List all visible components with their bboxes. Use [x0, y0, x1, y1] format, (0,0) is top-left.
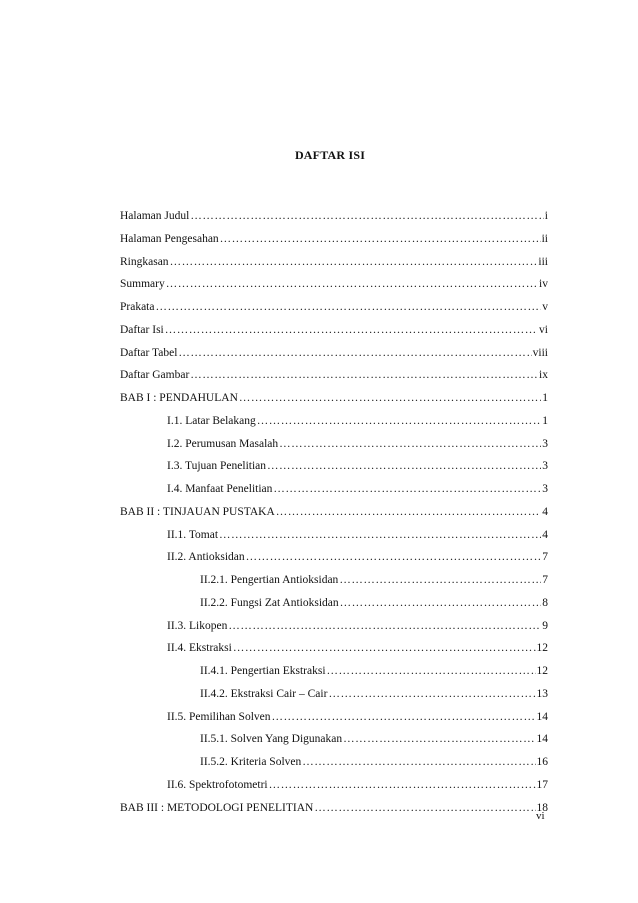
toc-dot-leader — [155, 300, 541, 314]
toc-entry — [120, 368, 548, 391]
toc-entry-label: II.4.2. Ekstraksi Cair – Cair — [200, 687, 328, 700]
toc-entry — [120, 801, 548, 824]
toc-entry-page: 13 — [536, 687, 548, 700]
toc-entry-label: II.4.1. Pengertian Ekstraksi — [200, 665, 326, 677]
table-of-contents — [120, 209, 548, 823]
toc-entry-page: ix — [539, 369, 548, 382]
toc-entry-label: BAB I : PENDAHULAN — [120, 392, 238, 404]
toc-entry — [120, 778, 548, 801]
toc-entry-label: II.6. Spektrofotometri — [167, 778, 268, 791]
toc-entry — [120, 619, 548, 642]
toc-dot-leader — [343, 732, 535, 746]
toc-entry — [120, 573, 548, 596]
toc-dot-leader — [170, 255, 538, 269]
toc-entry-page: 7 — [542, 551, 548, 564]
toc-entry — [120, 482, 548, 505]
toc-entry — [120, 755, 548, 778]
toc-entry-page: 8 — [542, 596, 548, 609]
toc-dot-leader — [314, 801, 535, 815]
toc-entry — [120, 346, 548, 369]
toc-entry-page: 9 — [542, 619, 548, 632]
toc-entry-page: 1 — [542, 414, 548, 427]
toc-entry — [120, 596, 548, 619]
toc-entry — [120, 209, 548, 232]
toc-entry-page: 12 — [536, 665, 548, 677]
toc-entry-page: ii — [541, 232, 548, 245]
toc-entry — [120, 255, 548, 278]
toc-entry-page: 17 — [536, 778, 548, 791]
toc-entry-label: II.1. Tomat — [167, 528, 219, 541]
toc-entry-label: Daftar Tabel — [120, 346, 178, 359]
toc-entry-page: 18 — [536, 801, 548, 814]
toc-dot-leader — [165, 323, 538, 337]
toc-dot-leader — [340, 596, 542, 610]
toc-entry-page: 12 — [536, 642, 548, 655]
toc-entry-page: 3 — [542, 437, 548, 450]
toc-entry — [120, 277, 548, 300]
toc-entry-label: Daftar Gambar — [120, 369, 190, 382]
toc-entry — [120, 732, 548, 755]
toc-dot-leader — [276, 505, 541, 519]
toc-entry — [120, 550, 548, 573]
toc-entry-label: II.5.2. Kriteria Solven — [200, 756, 302, 768]
toc-entry-page: 14 — [536, 733, 548, 746]
toc-entry — [120, 687, 548, 710]
toc-entry-page: vi — [539, 323, 548, 336]
toc-entry-page: i — [544, 210, 548, 222]
toc-entry-label: I.3. Tujuan Penelitian — [167, 460, 267, 473]
toc-dot-leader — [302, 755, 535, 769]
toc-entry-page: iii — [538, 255, 548, 268]
toc-entry — [120, 323, 548, 346]
toc-entry-page: 14 — [536, 710, 548, 723]
toc-entry-label: II.2.1. Pengertian Antioksidan — [200, 574, 339, 586]
toc-entry-label: I.2. Perumusan Masalah — [167, 437, 279, 450]
toc-entry — [120, 528, 548, 551]
toc-entry-label: I.4. Manfaat Penelitian — [167, 483, 273, 495]
toc-dot-leader — [220, 232, 541, 246]
toc-dot-leader — [327, 664, 536, 678]
toc-entry-page: 7 — [542, 574, 548, 586]
toc-dot-leader — [257, 414, 541, 428]
toc-dot-leader — [190, 209, 543, 223]
toc-entry-label: I.1. Latar Belakang — [167, 414, 256, 427]
toc-entry-page: 1 — [542, 392, 548, 404]
toc-entry-page: 3 — [542, 483, 548, 495]
toc-entry — [120, 459, 548, 482]
toc-dot-leader — [246, 550, 542, 564]
toc-entry-label: II.2. Antioksidan — [167, 551, 245, 564]
toc-entry-page: 3 — [542, 460, 548, 473]
toc-entry — [120, 664, 548, 687]
toc-dot-leader — [178, 346, 531, 360]
toc-entry-page: v — [542, 301, 548, 313]
toc-entry-label: Halaman Judul — [120, 210, 190, 222]
toc-dot-leader — [267, 459, 541, 473]
toc-dot-leader — [273, 482, 541, 496]
toc-entry — [120, 641, 548, 664]
toc-entry-page: 4 — [542, 528, 548, 541]
toc-dot-leader — [233, 641, 536, 655]
toc-dot-leader — [239, 391, 541, 405]
toc-dot-leader — [219, 528, 541, 542]
toc-entry-label: BAB III : METODOLOGI PENELITIAN — [120, 801, 314, 814]
toc-entry-label: Ringkasan — [120, 255, 169, 268]
toc-entry-label: Summary — [120, 278, 165, 291]
toc-entry — [120, 300, 548, 323]
page-title: DAFTAR ISI — [294, 148, 366, 162]
toc-entry — [120, 391, 548, 414]
toc-entry — [120, 505, 548, 528]
toc-entry — [120, 710, 548, 733]
toc-dot-leader — [339, 573, 541, 587]
toc-entry-label: Halaman Pengesahan — [120, 232, 219, 245]
toc-entry-label: II.5.1. Solven Yang Digunakan — [200, 733, 343, 746]
toc-dot-leader — [190, 368, 538, 382]
toc-dot-leader — [279, 437, 541, 451]
toc-entry — [120, 437, 548, 460]
toc-entry-label: BAB II : TINJAUAN PUSTAKA — [120, 505, 275, 518]
toc-entry-label: II.5. Pemilihan Solven — [167, 710, 271, 723]
toc-entry — [120, 414, 548, 437]
toc-entry-page: 4 — [542, 505, 548, 518]
toc-dot-leader — [272, 710, 536, 724]
toc-dot-leader — [269, 778, 536, 792]
toc-dot-leader — [328, 687, 535, 701]
toc-entry-page: viii — [532, 346, 548, 359]
toc-dot-leader — [166, 277, 538, 291]
toc-entry-label: II.4. Ekstraksi — [167, 642, 232, 655]
toc-entry-label: Daftar Isi — [120, 323, 164, 336]
toc-entry-page: iv — [539, 278, 548, 291]
toc-entry — [120, 232, 548, 255]
toc-entry-page: 16 — [536, 756, 548, 768]
toc-entry-label: II.3. Likopen — [167, 619, 228, 632]
toc-entry-label: II.2.2. Fungsi Zat Antioksidan — [200, 596, 339, 609]
toc-dot-leader — [228, 619, 541, 633]
page-number: vi — [536, 810, 545, 822]
toc-entry-label: Prakata — [120, 301, 155, 313]
